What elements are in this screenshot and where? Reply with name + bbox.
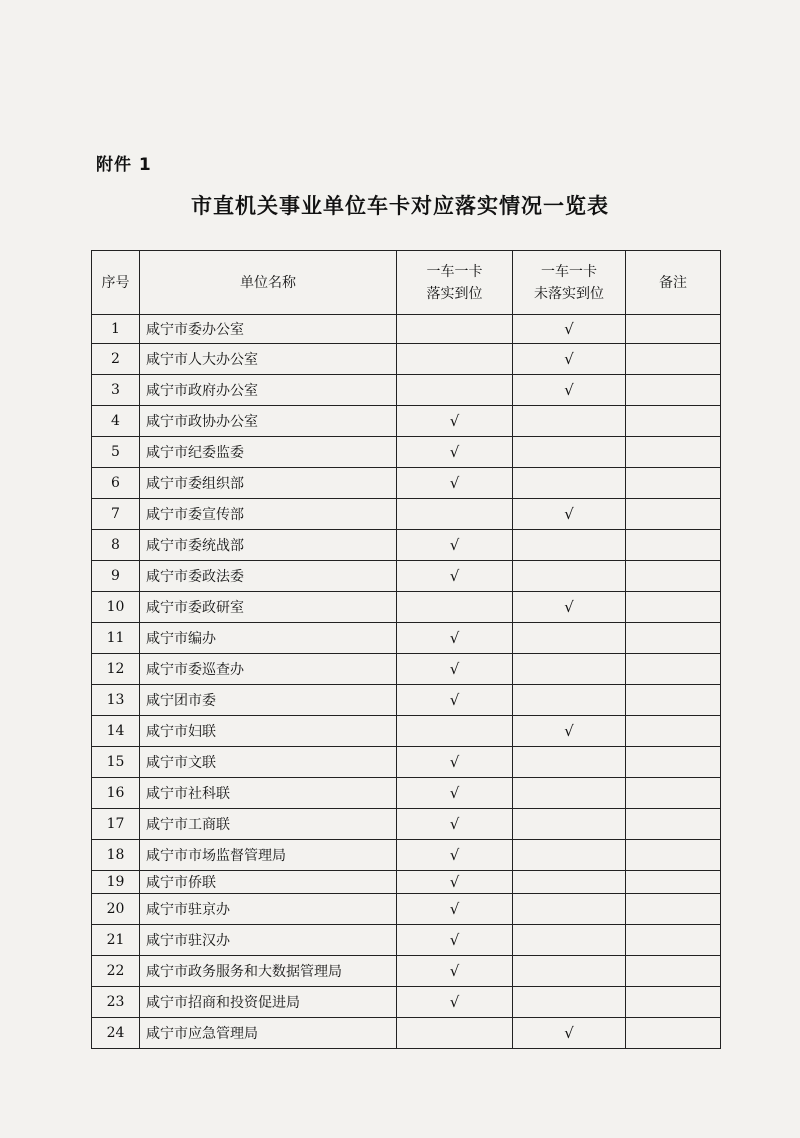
row-number: 8 [92, 530, 140, 561]
row-done-mark: √ [397, 894, 513, 925]
row-done-mark: √ [397, 437, 513, 468]
header-unit: 单位名称 [140, 251, 397, 315]
table-row [92, 530, 721, 561]
table-row [92, 894, 721, 925]
header-not-done [513, 251, 626, 315]
row-remark [626, 530, 721, 561]
row-not-done-mark [513, 956, 626, 987]
row-number: 18 [92, 840, 140, 871]
row-done-mark: √ [397, 987, 513, 1018]
row-number: 17 [92, 809, 140, 840]
row-number: 1 [92, 315, 140, 344]
row-unit-name: 咸宁市驻京办 [140, 894, 397, 925]
table-row [92, 716, 721, 747]
row-unit-name: 咸宁市人大办公室 [140, 344, 397, 375]
row-done-mark [397, 716, 513, 747]
row-remark [626, 375, 721, 406]
row-remark [626, 561, 721, 592]
row-not-done-mark [513, 894, 626, 925]
document-title: 市直机关事业单位车卡对应落实情况一览表 [191, 194, 609, 218]
row-not-done-mark: √ [513, 344, 626, 375]
row-not-done-mark [513, 840, 626, 871]
row-unit-name: 咸宁市政府办公室 [140, 375, 397, 406]
row-number: 3 [92, 375, 140, 406]
row-remark [626, 840, 721, 871]
row-not-done-mark [513, 925, 626, 956]
row-not-done-mark: √ [513, 375, 626, 406]
row-not-done-mark [513, 654, 626, 685]
header-remark: 备注 [626, 251, 721, 315]
table-row [92, 809, 721, 840]
row-remark [626, 987, 721, 1018]
row-done-mark [397, 344, 513, 375]
table-row [92, 685, 721, 716]
table-row [92, 592, 721, 623]
row-unit-name: 咸宁市纪委监委 [140, 437, 397, 468]
row-unit-name: 咸宁市工商联 [140, 809, 397, 840]
row-done-mark: √ [397, 778, 513, 809]
row-number: 13 [92, 685, 140, 716]
row-remark [626, 925, 721, 956]
row-not-done-mark [513, 747, 626, 778]
row-unit-name: 咸宁市政协办公室 [140, 406, 397, 437]
row-done-mark: √ [397, 623, 513, 654]
row-done-mark: √ [397, 840, 513, 871]
row-remark [626, 592, 721, 623]
row-unit-name: 咸宁市委办公室 [140, 315, 397, 344]
row-unit-name: 咸宁市市场监督管理局 [140, 840, 397, 871]
table-row [92, 315, 721, 344]
table-row [92, 468, 721, 499]
row-not-done-mark [513, 406, 626, 437]
row-done-mark [397, 499, 513, 530]
row-done-mark: √ [397, 871, 513, 894]
row-number: 6 [92, 468, 140, 499]
row-not-done-mark [513, 809, 626, 840]
row-unit-name: 咸宁市委宣传部 [140, 499, 397, 530]
row-number: 9 [92, 561, 140, 592]
table-row [92, 871, 721, 894]
table-row [92, 956, 721, 987]
row-done-mark: √ [397, 406, 513, 437]
row-number: 15 [92, 747, 140, 778]
row-unit-name: 咸宁市驻汉办 [140, 925, 397, 956]
row-unit-name: 咸宁市编办 [140, 623, 397, 654]
row-remark [626, 468, 721, 499]
row-remark [626, 871, 721, 894]
row-not-done-mark [513, 987, 626, 1018]
row-number: 16 [92, 778, 140, 809]
row-done-mark: √ [397, 809, 513, 840]
row-remark [626, 716, 721, 747]
row-remark [626, 406, 721, 437]
row-remark [626, 685, 721, 716]
row-done-mark: √ [397, 530, 513, 561]
header-done-line1: 一车一卡 [426, 263, 483, 280]
table-row [92, 437, 721, 468]
row-number: 10 [92, 592, 140, 623]
row-not-done-mark [513, 437, 626, 468]
row-done-mark [397, 1018, 513, 1049]
table-body [92, 315, 721, 1049]
row-not-done-mark: √ [513, 592, 626, 623]
row-number: 20 [92, 894, 140, 925]
row-number: 23 [92, 987, 140, 1018]
table-row [92, 987, 721, 1018]
row-not-done-mark [513, 561, 626, 592]
attachment-label: 附件 1 [96, 155, 152, 175]
row-done-mark: √ [397, 685, 513, 716]
row-not-done-mark [513, 685, 626, 716]
row-unit-name: 咸宁市文联 [140, 747, 397, 778]
row-remark [626, 315, 721, 344]
row-unit-name: 咸宁市社科联 [140, 778, 397, 809]
row-number: 11 [92, 623, 140, 654]
table-row [92, 406, 721, 437]
row-not-done-mark [513, 871, 626, 894]
table-row [92, 747, 721, 778]
row-done-mark [397, 592, 513, 623]
row-number: 22 [92, 956, 140, 987]
row-not-done-mark [513, 468, 626, 499]
row-not-done-mark: √ [513, 499, 626, 530]
row-number: 4 [92, 406, 140, 437]
row-unit-name: 咸宁市委政法委 [140, 561, 397, 592]
row-remark [626, 1018, 721, 1049]
row-remark [626, 344, 721, 375]
row-unit-name: 咸宁市侨联 [140, 871, 397, 894]
table-header-row [92, 251, 721, 315]
row-remark [626, 437, 721, 468]
row-done-mark [397, 315, 513, 344]
row-unit-name: 咸宁市政务服务和大数据管理局 [140, 956, 397, 987]
row-remark [626, 623, 721, 654]
row-unit-name: 咸宁市妇联 [140, 716, 397, 747]
row-number: 7 [92, 499, 140, 530]
row-unit-name: 咸宁市委巡查办 [140, 654, 397, 685]
row-done-mark: √ [397, 654, 513, 685]
table-row [92, 1018, 721, 1049]
row-unit-name: 咸宁团市委 [140, 685, 397, 716]
row-not-done-mark: √ [513, 315, 626, 344]
table-row [92, 344, 721, 375]
row-done-mark [397, 375, 513, 406]
table-row [92, 840, 721, 871]
row-done-mark: √ [397, 925, 513, 956]
row-not-done-mark [513, 530, 626, 561]
row-number: 19 [92, 871, 140, 894]
row-remark [626, 894, 721, 925]
row-number: 5 [92, 437, 140, 468]
row-not-done-mark: √ [513, 1018, 626, 1049]
row-remark [626, 499, 721, 530]
table-row [92, 778, 721, 809]
row-number: 12 [92, 654, 140, 685]
row-remark [626, 956, 721, 987]
row-number: 14 [92, 716, 140, 747]
row-unit-name: 咸宁市应急管理局 [140, 1018, 397, 1049]
row-done-mark: √ [397, 956, 513, 987]
row-remark [626, 747, 721, 778]
table-row [92, 375, 721, 406]
header-not-done-line2: 未落实到位 [534, 285, 604, 302]
row-done-mark: √ [397, 747, 513, 778]
row-unit-name: 咸宁市委统战部 [140, 530, 397, 561]
row-unit-name: 咸宁市委组织部 [140, 468, 397, 499]
header-done [397, 251, 513, 315]
row-remark [626, 809, 721, 840]
row-number: 2 [92, 344, 140, 375]
table-row [92, 654, 721, 685]
header-not-done-line1: 一车一卡 [541, 263, 597, 280]
header-done-line2: 落实到位 [426, 285, 483, 302]
table-row [92, 499, 721, 530]
row-remark [626, 778, 721, 809]
row-done-mark: √ [397, 468, 513, 499]
row-done-mark: √ [397, 561, 513, 592]
row-unit-name: 咸宁市委政研室 [140, 592, 397, 623]
row-number: 24 [92, 1018, 140, 1049]
table-row [92, 623, 721, 654]
row-remark [626, 654, 721, 685]
row-not-done-mark [513, 623, 626, 654]
table-row [92, 925, 721, 956]
row-not-done-mark [513, 778, 626, 809]
units-table [91, 250, 721, 1049]
header-no: 序号 [92, 251, 140, 315]
row-number: 21 [92, 925, 140, 956]
row-not-done-mark: √ [513, 716, 626, 747]
row-unit-name: 咸宁市招商和投资促进局 [140, 987, 397, 1018]
table-row [92, 561, 721, 592]
